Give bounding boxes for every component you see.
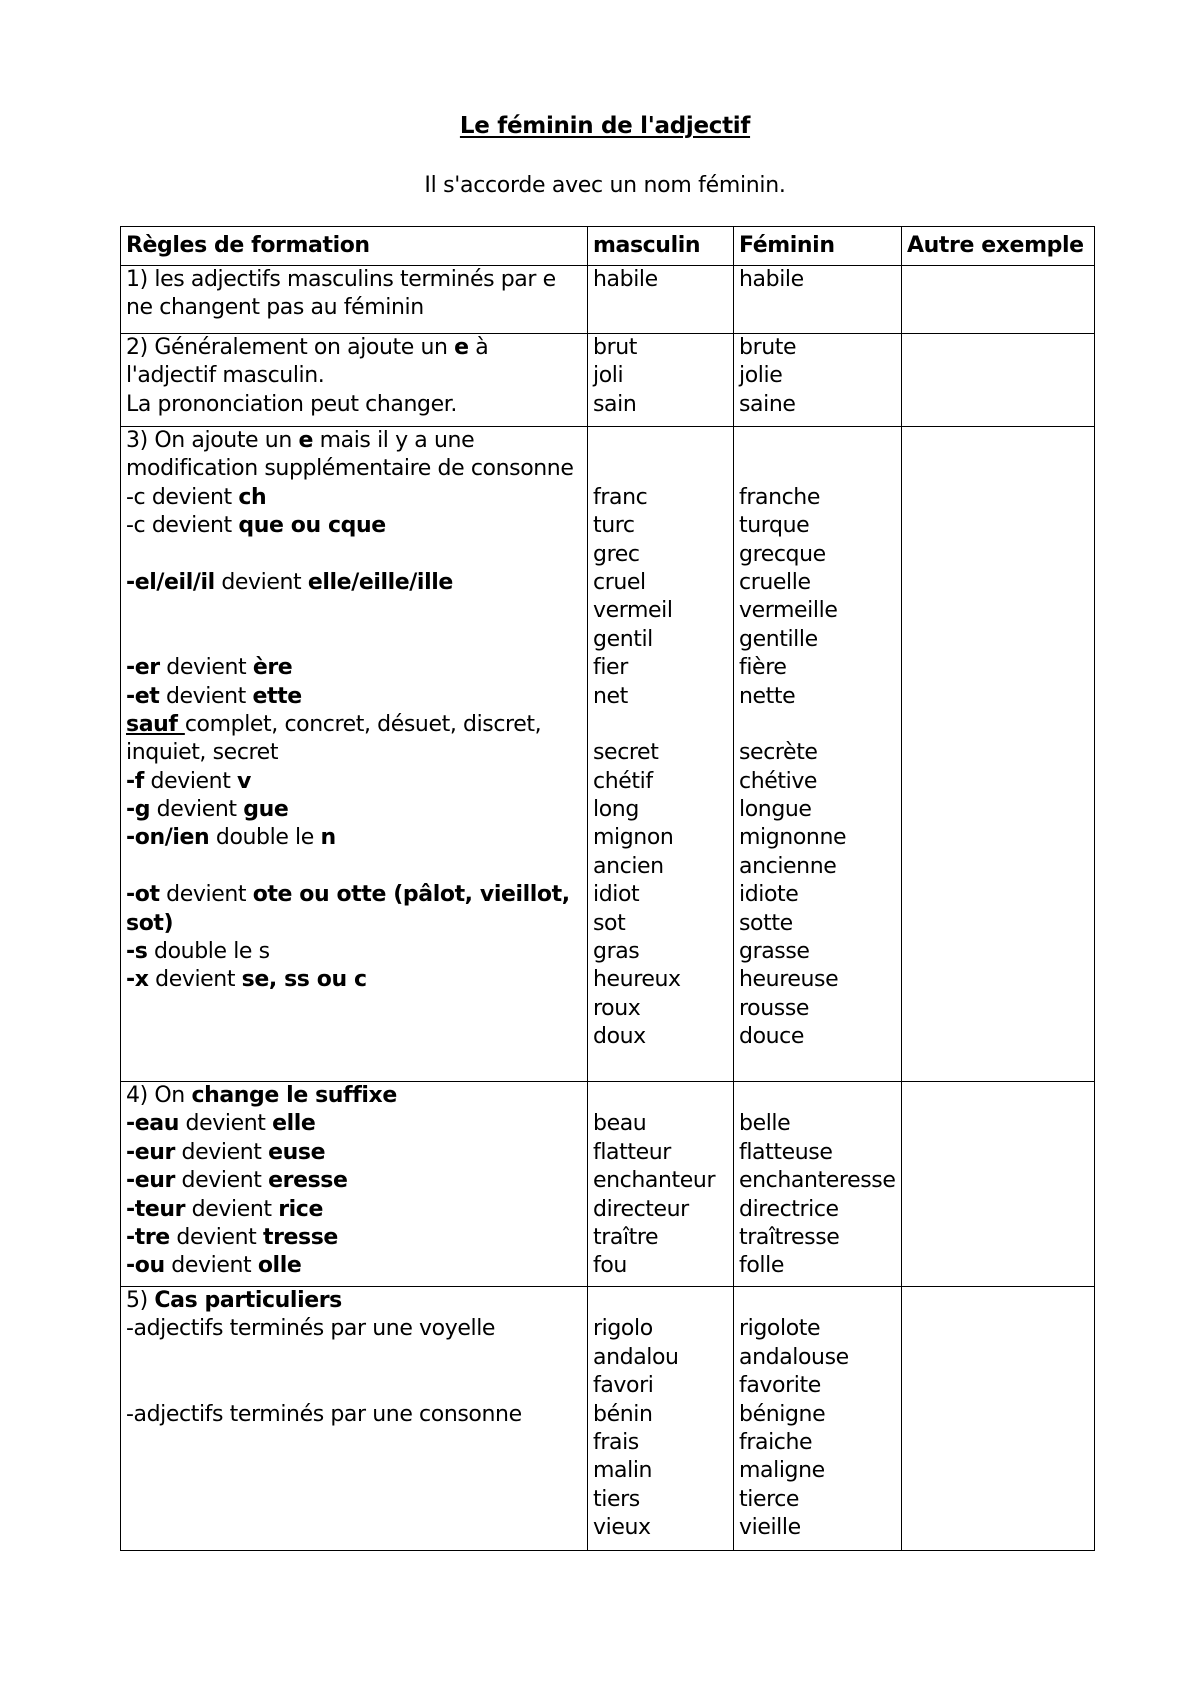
feminine-word: bénigne [739,1401,826,1427]
rule-line: inquiet, secret [126,740,279,766]
masculine-word: mignon [593,825,674,851]
rule-line: -ou devient olle [126,1253,302,1279]
feminine-word: flatteuse [739,1139,833,1165]
feminine-word: grecque [739,541,826,567]
masculine-cell [588,1287,734,1551]
rule-line: modification supplémentaire de consonne [126,456,574,482]
rule-line: -x devient se, ss ou c [126,967,367,993]
feminine-word: enchanteresse [739,1168,896,1194]
table-row-rule-1 [121,266,1095,334]
feminine-word: andalouse [739,1344,849,1370]
feminine-word: rousse [739,995,810,1021]
masculine-cell [588,266,734,334]
feminine-word: saine [739,391,796,417]
rule-line: 3) On ajoute un e mais il y a une [126,428,475,453]
rule-line: 1) les adjectifs masculins terminés par e [126,267,556,292]
header-feminine: Féminin [734,227,902,266]
masculine-word: bénin [593,1401,653,1427]
feminine-word: idiote [739,882,799,908]
masculine-word: franc [593,484,648,510]
rule-cell [121,334,588,427]
rule-cell [121,1082,588,1287]
feminine-word: maligne [739,1458,825,1484]
rule-line: -g devient gue [126,797,289,823]
feminine-word: directrice [739,1196,839,1222]
masculine-word: grec [593,541,640,567]
rule-line: sauf complet, concret, désuet, discret, [126,711,542,737]
table-row-rule-5 [121,1287,1095,1551]
masculine-word: joli [593,363,624,389]
rule-line: -eau devient elle [126,1111,316,1137]
rule-line: -on/ien double le n [126,825,336,851]
masculine-cell [588,334,734,427]
table-row-rule-3 [121,427,1095,1082]
rule-line: 2) Généralement on ajoute un e à [126,335,489,360]
rule-line: -er devient ère [126,655,293,681]
feminine-word: rigolote [739,1316,821,1342]
table-row-rule-4 [121,1082,1095,1287]
rule-line: ne changent pas au féminin [126,295,424,321]
masculine-word: cruel [593,569,646,595]
masculine-word: ancien [593,853,664,879]
masculine-word: secret [593,740,659,766]
rule-line: -tre devient tresse [126,1224,338,1250]
masculine-word: directeur [593,1196,689,1222]
header-masculine: masculin [588,227,734,266]
page-subtitle: Il s'accorde avec un nom féminin. [424,173,786,198]
other-example-cell[interactable] [902,1082,1095,1287]
masculine-word: brut [593,335,637,360]
feminine-word: fière [739,655,787,681]
feminine-word: franche [739,484,820,510]
feminine-word: brute [739,335,797,360]
table-header-row [121,227,1095,266]
rule-line: -teur devient rice [126,1196,323,1222]
masculine-word: malin [593,1458,653,1484]
header-rules: Règles de formation [121,227,588,266]
feminine-word: grasse [739,939,810,965]
rule-line: -adjectifs terminés par une consonne [126,1401,522,1427]
feminine-cell [734,334,902,427]
masculine-word: turc [593,513,635,539]
rule-line: 4) On change le suffixe [126,1083,397,1108]
feminine-word: chétive [739,768,818,794]
feminine-word: sotte [739,910,793,936]
feminine-word: jolie [739,363,783,389]
feminine-cell [734,266,902,334]
masculine-word: sain [593,391,637,417]
feminine-word: nette [739,683,796,709]
feminine-word: longue [739,797,812,823]
rule-line: -c devient que ou cque [126,513,386,539]
masculine-word: traître [593,1224,659,1250]
masculine-word: rigolo [593,1316,653,1342]
other-example-cell[interactable] [902,334,1095,427]
rule-line: sot) [126,910,174,936]
rule-line: -el/eil/il devient elle/eille/ille [126,569,453,595]
rule-line: 5) Cas particuliers [126,1288,342,1313]
feminine-adjective-table [120,226,1095,1551]
page-title: Le féminin de l'adjectif [459,113,751,139]
feminine-word: ancienne [739,853,837,879]
feminine-word: vermeille [739,598,838,624]
feminine-word: cruelle [739,569,811,595]
masculine-word: fier [593,655,628,681]
feminine-word: favorite [739,1373,821,1399]
masculine-word: favori [593,1373,654,1399]
other-example-cell[interactable] [902,427,1095,1082]
rule-line: -ot devient ote ou otte (pâlot, vieillot, [126,882,570,908]
rule-line: l'adjectif masculin. [126,363,325,389]
masculine-word: frais [593,1429,639,1455]
masculine-word: heureux [593,967,681,993]
other-example-cell[interactable] [902,266,1095,334]
rule-line: -adjectifs terminés par une voyelle [126,1316,496,1342]
masculine-word: vieux [593,1515,651,1541]
masculine-word: roux [593,995,641,1021]
feminine-word: vieille [739,1515,801,1541]
feminine-word: gentille [739,626,818,652]
masculine-word: enchanteur [593,1168,716,1194]
masculine-word: beau [593,1111,647,1137]
feminine-word: habile [739,267,804,292]
masculine-word: gentil [593,626,653,652]
feminine-word: secrète [739,740,818,766]
masculine-word: sot [593,910,626,936]
feminine-word: douce [739,1024,804,1050]
masculine-word: tiers [593,1486,640,1512]
feminine-word: mignonne [739,825,847,851]
table-row-rule-2 [121,334,1095,427]
rule-line: La prononciation peut changer. [126,391,457,417]
masculine-cell [588,427,734,1082]
masculine-word: vermeil [593,598,673,624]
masculine-word: gras [593,939,640,965]
feminine-word: fraiche [739,1429,813,1455]
rule-line: -c devient ch [126,484,267,510]
feminine-word: heureuse [739,967,839,993]
feminine-cell [734,1082,902,1287]
rule-cell [121,1287,588,1551]
masculine-word: net [593,683,628,709]
feminine-word: folle [739,1253,784,1279]
rule-cell [121,427,588,1082]
rule-line: -et devient ette [126,683,302,709]
masculine-word: flatteur [593,1139,671,1165]
rule-line: -eur devient euse [126,1139,326,1165]
feminine-word: traîtresse [739,1224,840,1250]
masculine-word: idiot [593,882,640,908]
masculine-word: andalou [593,1344,679,1370]
feminine-cell [734,427,902,1082]
feminine-word: belle [739,1111,791,1137]
rule-line: -s double le s [126,939,270,965]
rule-cell [121,266,588,334]
rule-line: -eur devient eresse [126,1168,348,1194]
masculine-word: habile [593,267,658,292]
rule-line: -f devient v [126,768,251,794]
other-example-cell[interactable] [902,1287,1095,1551]
masculine-word: chétif [593,768,653,794]
feminine-cell [734,1287,902,1551]
feminine-word: tierce [739,1486,800,1512]
masculine-cell [588,1082,734,1287]
masculine-word: doux [593,1024,646,1050]
masculine-word: long [593,797,639,823]
feminine-word: turque [739,513,810,539]
header-other-example: Autre exemple [902,227,1095,266]
masculine-word: fou [593,1253,627,1279]
